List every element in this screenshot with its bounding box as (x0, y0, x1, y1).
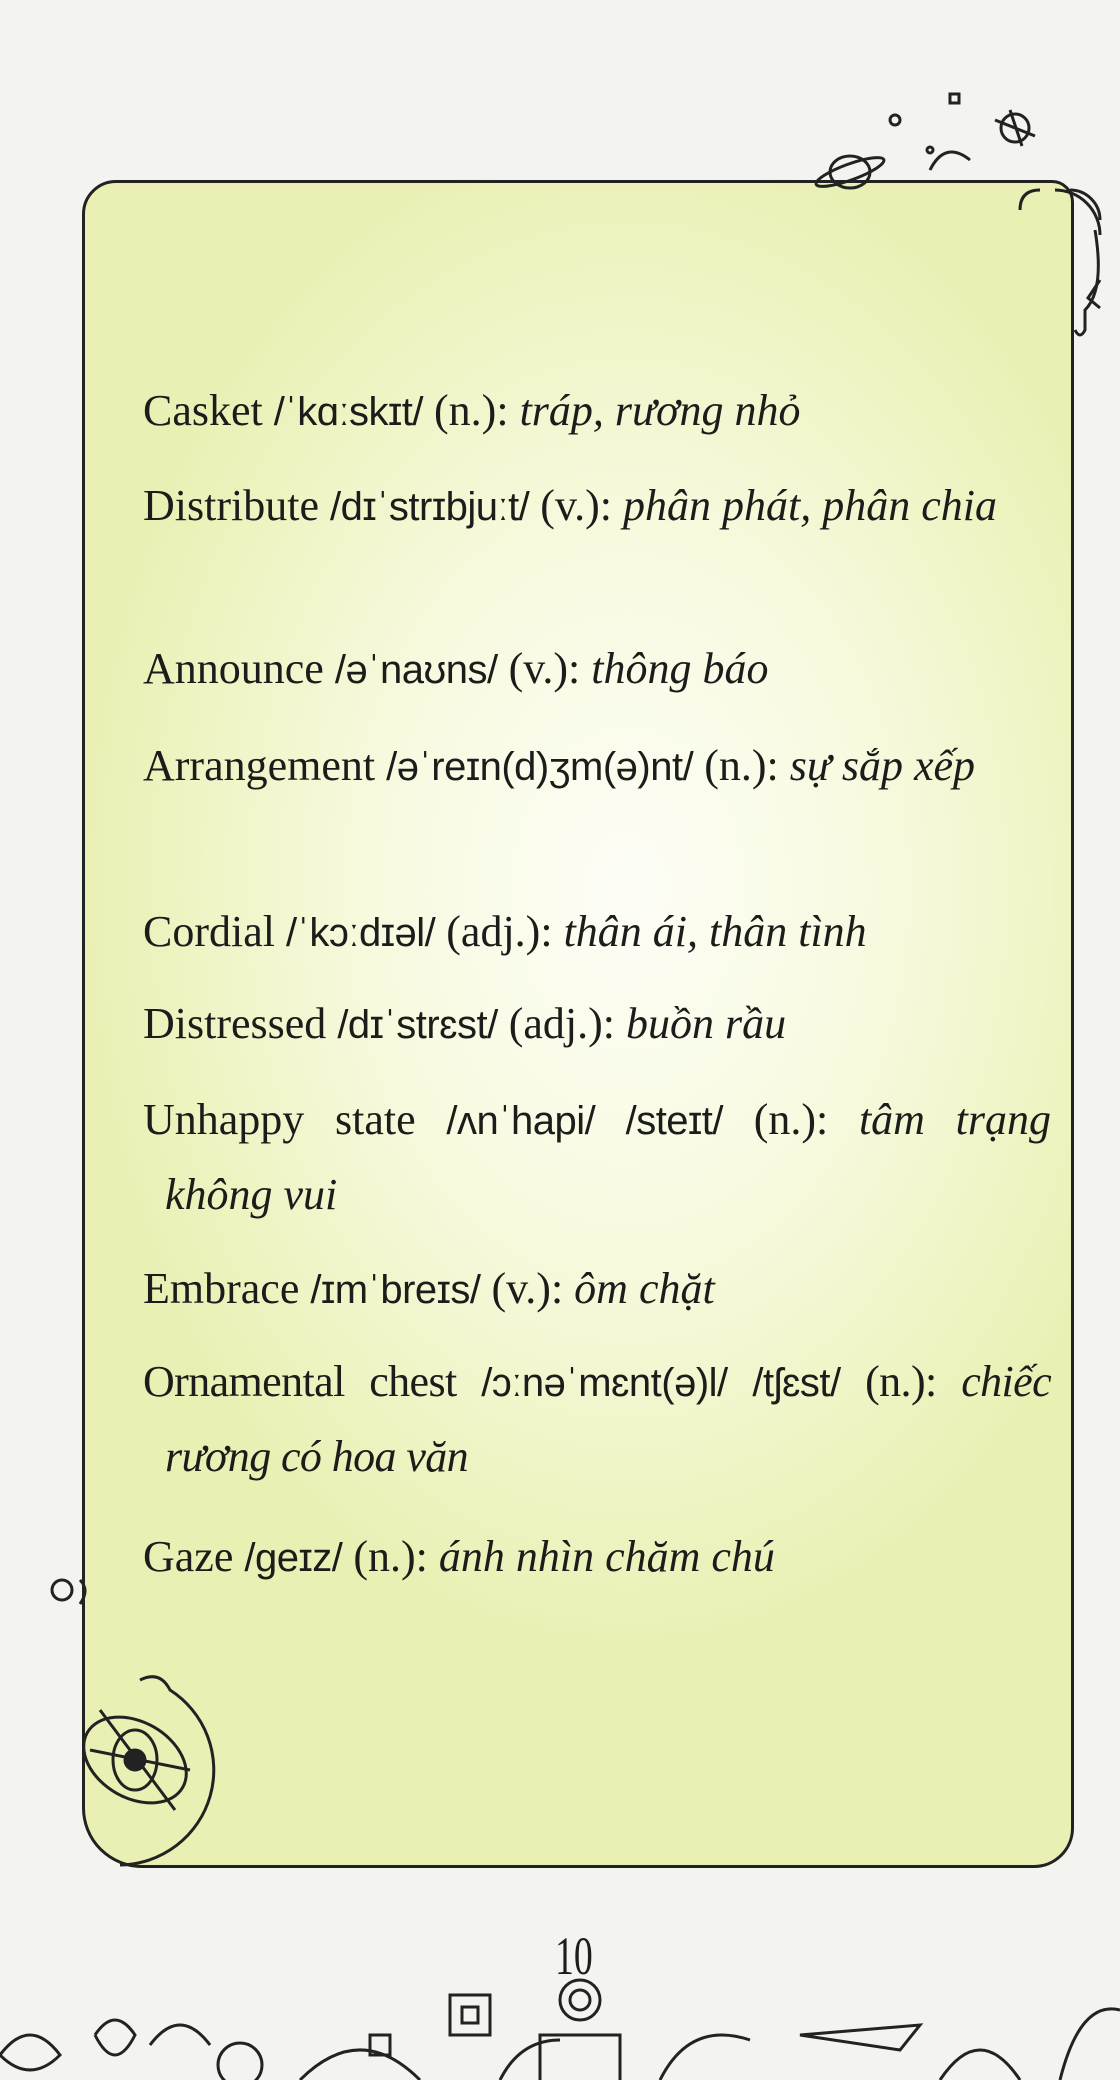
space-doodle-top-right-icon (790, 80, 1120, 380)
part-of-speech: (v.): (491, 1264, 564, 1313)
meaning: thân ái, thân tình (563, 907, 867, 956)
vocab-entry (143, 987, 1051, 1062)
pronunciation: /əˈreɪn(d)ʒm(ə)nt/ (386, 745, 694, 789)
part-of-speech: (adj.): (508, 999, 616, 1048)
pronunciation: /dɪˈstrɪbjuːt/ (329, 485, 530, 529)
vocab-entry (143, 895, 1051, 970)
word: Distribute (143, 481, 319, 530)
word: Ornamental chest (143, 1357, 457, 1406)
doodle-border-bottom-icon (0, 1975, 1120, 2080)
word: Arrangement (143, 741, 376, 790)
word: Gaze (143, 1532, 234, 1581)
vocab-entry (143, 632, 1051, 707)
pronunciation: /dɪˈstrɛst/ (337, 1003, 498, 1047)
vocab-entry (143, 374, 1051, 449)
part-of-speech: (n.): (753, 1095, 829, 1144)
word: Embrace (143, 1264, 300, 1313)
word: Distressed (143, 999, 327, 1048)
pronunciation: /geɪz/ (244, 1536, 343, 1580)
part-of-speech: (v.): (508, 644, 581, 693)
vocab-entry (143, 1252, 1051, 1327)
meaning: sự sắp xếp (789, 741, 976, 790)
pronunciation: /ˈkɑːskɪt/ (273, 390, 424, 434)
meaning: phân phát, phân chia (622, 481, 997, 530)
part-of-speech: (n.): (434, 386, 509, 435)
meaning: tâm trạng không vui (165, 1095, 1052, 1219)
pronunciation: /ɪmˈbreɪs/ (310, 1268, 481, 1312)
word: Announce (143, 644, 324, 693)
meaning: chiếc rương có hoa văn (165, 1357, 1052, 1481)
pronunciation: /əˈnaʊns/ (334, 648, 498, 692)
vocab-entry (143, 729, 1051, 804)
word: Casket (143, 386, 263, 435)
part-of-speech: (n.): (704, 741, 779, 790)
part-of-speech: (n.): (865, 1357, 937, 1406)
vocab-entry (143, 1345, 1051, 1494)
vocab-entry (143, 1520, 1051, 1595)
vocab-entry (143, 469, 1051, 544)
meaning: thông báo (591, 644, 769, 693)
pronunciation: /ˈkɔːdɪəl/ (285, 911, 436, 955)
vocab-entry (143, 1083, 1051, 1232)
pronunciation: /ʌnˈhapi/ /steɪt/ (446, 1099, 724, 1143)
meaning: ôm chặt (574, 1264, 715, 1313)
meaning: tráp, rương nhỏ (519, 386, 801, 435)
meaning: buồn rầu (626, 999, 787, 1048)
pronunciation: /ɔːnəˈmɛnt(ə)l/ /tʃɛst/ (481, 1361, 841, 1405)
meaning: ánh nhìn chăm chú (438, 1532, 775, 1581)
word: Unhappy state (143, 1095, 416, 1144)
part-of-speech: (v.): (540, 481, 612, 530)
page-number: 10 (555, 1926, 593, 1986)
part-of-speech: (adj.): (446, 907, 553, 956)
word: Cordial (143, 907, 275, 956)
planet-doodle-bottom-left-icon (40, 1560, 240, 1880)
part-of-speech: (n.): (353, 1532, 428, 1581)
